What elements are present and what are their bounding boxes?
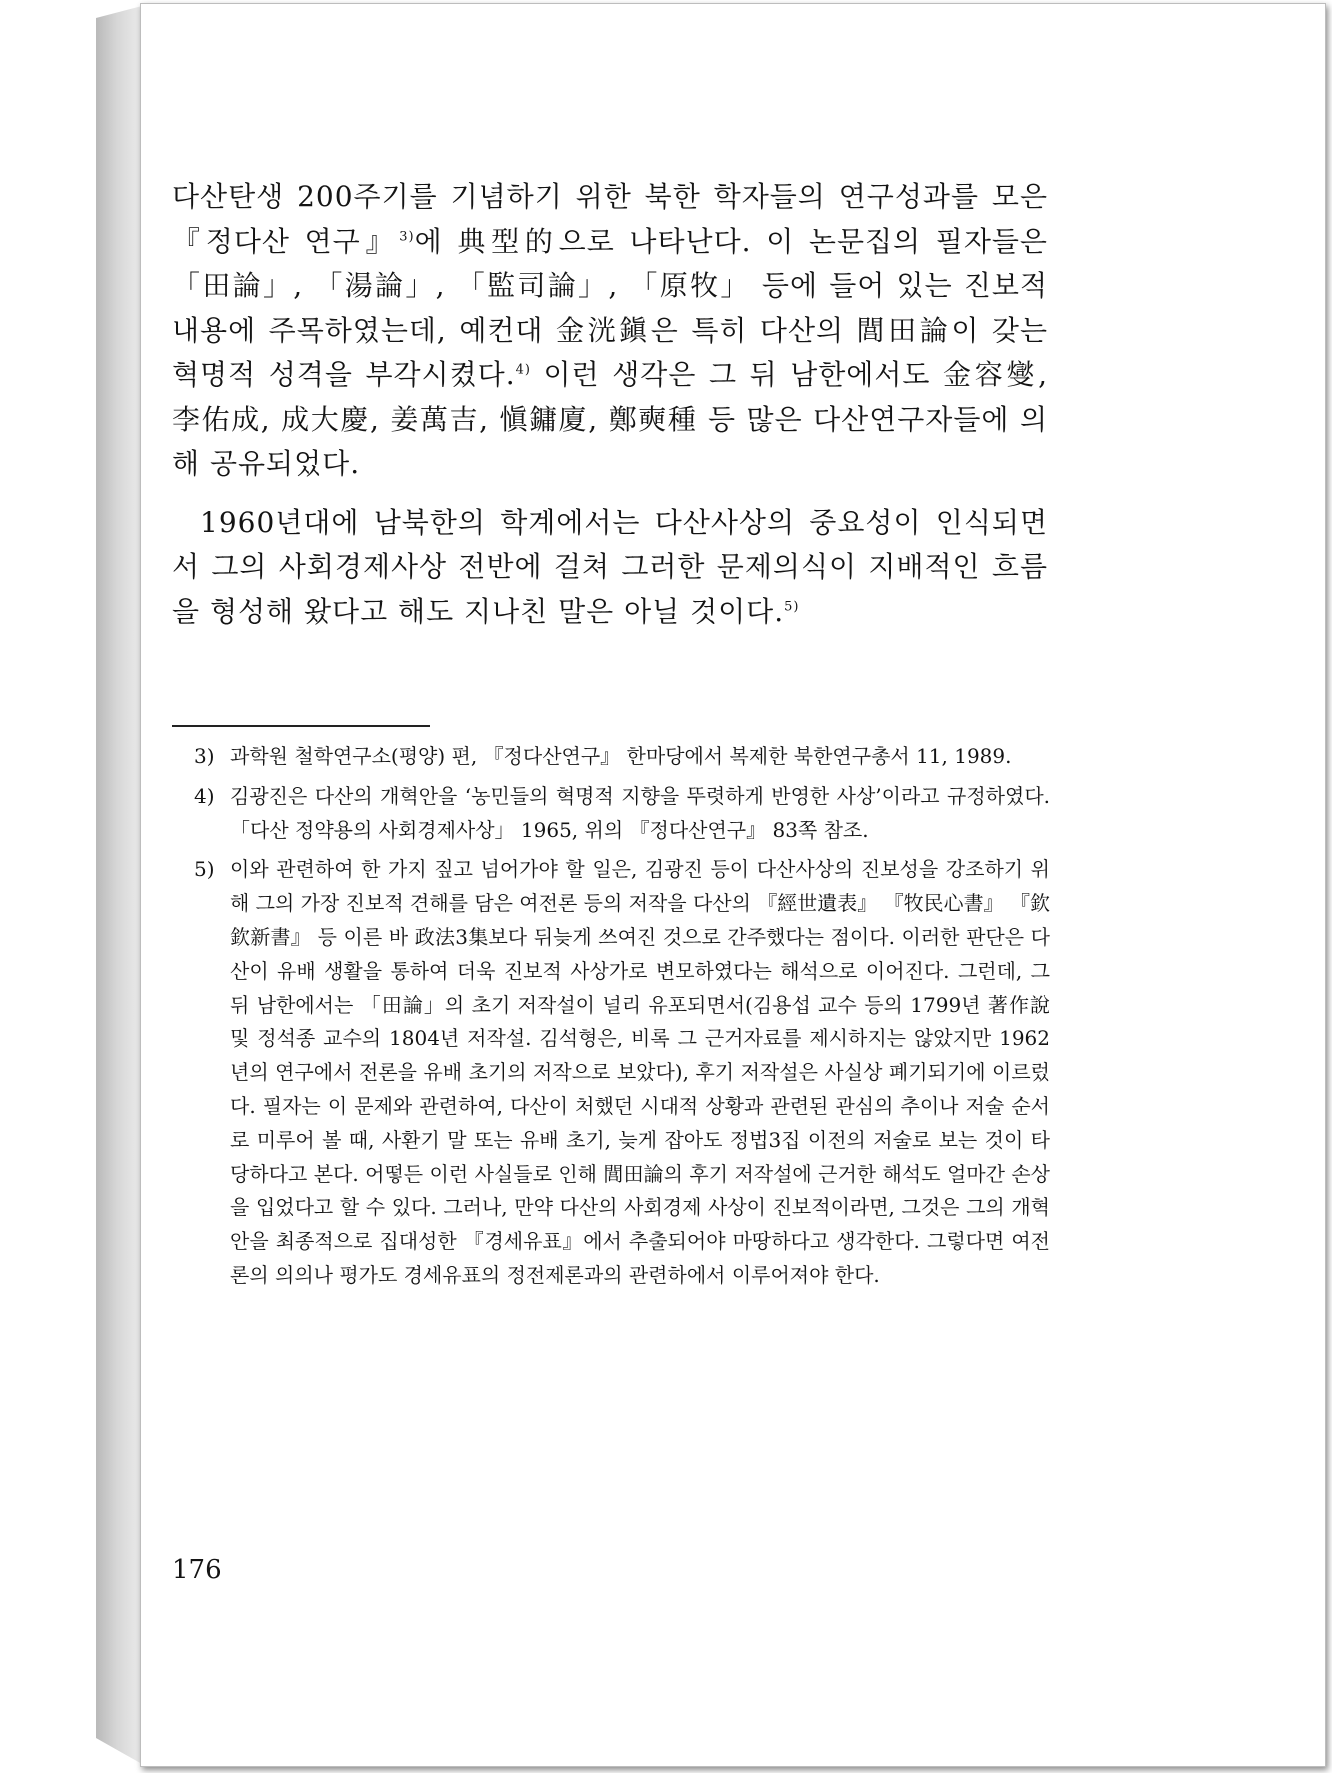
footnote-5: [194, 853, 1050, 1292]
footnote-text: 이와 관련하여 한 가지 짚고 넘어가야 할 일은, 김광진 등이 다산사상의 진보성을 강조하기 위해 그의 가장 진보적 견해를 담은 여전론 등의 저작을 다산의 『經世遺表』 『牧民心書』 『欽欽新書』 등 이른 바 政法3集보다 뒤늦게 쓰여진 것으로 간주했다는 점이다. 이러한 판단은 다산이 유배 생활을 통하여 더욱 진보적 사상가로 변모하였다는 해석으로 이어진다. 그런데, 그 뒤 남한에서는 「田論」의 초기 저작설이 널리 유포되면서(김용섭 교수 등의 1799년 著作說 및 정석종 교수의 1804년 저작설. 김석형은, 비록 그 근거자료를 제시하지는 않았지만 1962년의 연구에서 전론을 유배 초기의 저작으로 보았다), 후기 저작설은 사실상 폐기되기에 이르렀다. 필자는 이 문제와 관련하여, 다산이 처했던 시대적 상황과 관련된 관심의 추이나 저술 순서로 미루어 볼 때, 사환기 말 또는 유배 초기, 늦게 잡아도 정법3집 이전의 저술로 보는 것이 타당하다고 본다. 어떻든 이런 사실들로 인해 閭田論의 후기 저작설에 근거한 해석도 얼마간 손상을 입었다고 할 수 있다. 그러나, 만약 다산의 사회경제 사상이 진보적이라면, 그것은 그의 개혁안을 최종적으로 집대성한 『경세유표』에서 추출되어야 마땅하다고 생각한다. 그렇다면 여전론의 의의나 평가도 경세유표의 정전제론과의 관련하에서 이루어져야 한다.: [230, 857, 1050, 1287]
paragraph-2: [172, 501, 1048, 635]
footnote-3: [194, 740, 1050, 774]
footnote-number: 4): [194, 783, 215, 808]
footnotes: [194, 740, 1050, 1299]
footnote-ref-5[interactable]: 5): [784, 599, 800, 615]
paragraph-1-part-c: 이런 생각은 그 뒤 남한에서도 金容燮, 李佑成, 成大慶, 姜萬吉, 愼鏞廈, 鄭奭種 등 많은 다산연구자들에 의해 공유되었다.: [172, 358, 1048, 480]
body-text: [172, 175, 1048, 634]
footnote-separator: [172, 725, 430, 727]
page-number: 176: [172, 1555, 222, 1585]
paragraph-1-part-b: 에 典型的으로 나타난다. 이 논문집의 필자들은 「田論」, 「湯論」, 「監司論」, 「原牧」 등에 들어 있는 진보적 내용에 주목하였는데, 예컨대 金洸鎭은 특히 다산의 閭田論이 갖는 혁명적 성격을 부각시켰다.: [172, 224, 1048, 391]
footnote-text: 김광진은 다산의 개혁안을 ‘농민들의 혁명적 지향을 뚜렷하게 반영한 사상’이라고 규정하였다. 「다산 정약용의 사회경제사상」 1965, 위의 『정다산연구』 83쪽 참조.: [230, 783, 1050, 842]
paragraph-1: [172, 175, 1048, 487]
footnote-ref-3[interactable]: 3): [399, 229, 415, 245]
footnote-4: [194, 780, 1050, 848]
footnote-number: 5): [194, 857, 215, 882]
paragraph-2-text: 1960년대에 남북한의 학계에서는 다산사상의 중요성이 인식되면서 그의 사회경제사상 전반에 걸쳐 그러한 문제의식이 지배적인 흐름을 형성해 왔다고 해도 지나친 말은 아닐 것이다.: [172, 505, 1048, 628]
paragraph-1-part-a: 다산탄생 200주기를 기념하기 위한 북한 학자들의 연구성과를 모은 『정다산 연구』: [172, 180, 1048, 258]
footnote-number: 3): [194, 744, 215, 768]
page-stack-edge: [96, 6, 142, 1764]
footnote-ref-4[interactable]: 4): [515, 362, 531, 378]
footnote-text: 과학원 철학연구소(평양) 편, 『정다산연구』 한마당에서 복제한 북한연구총서 11, 1989.: [230, 744, 1012, 768]
